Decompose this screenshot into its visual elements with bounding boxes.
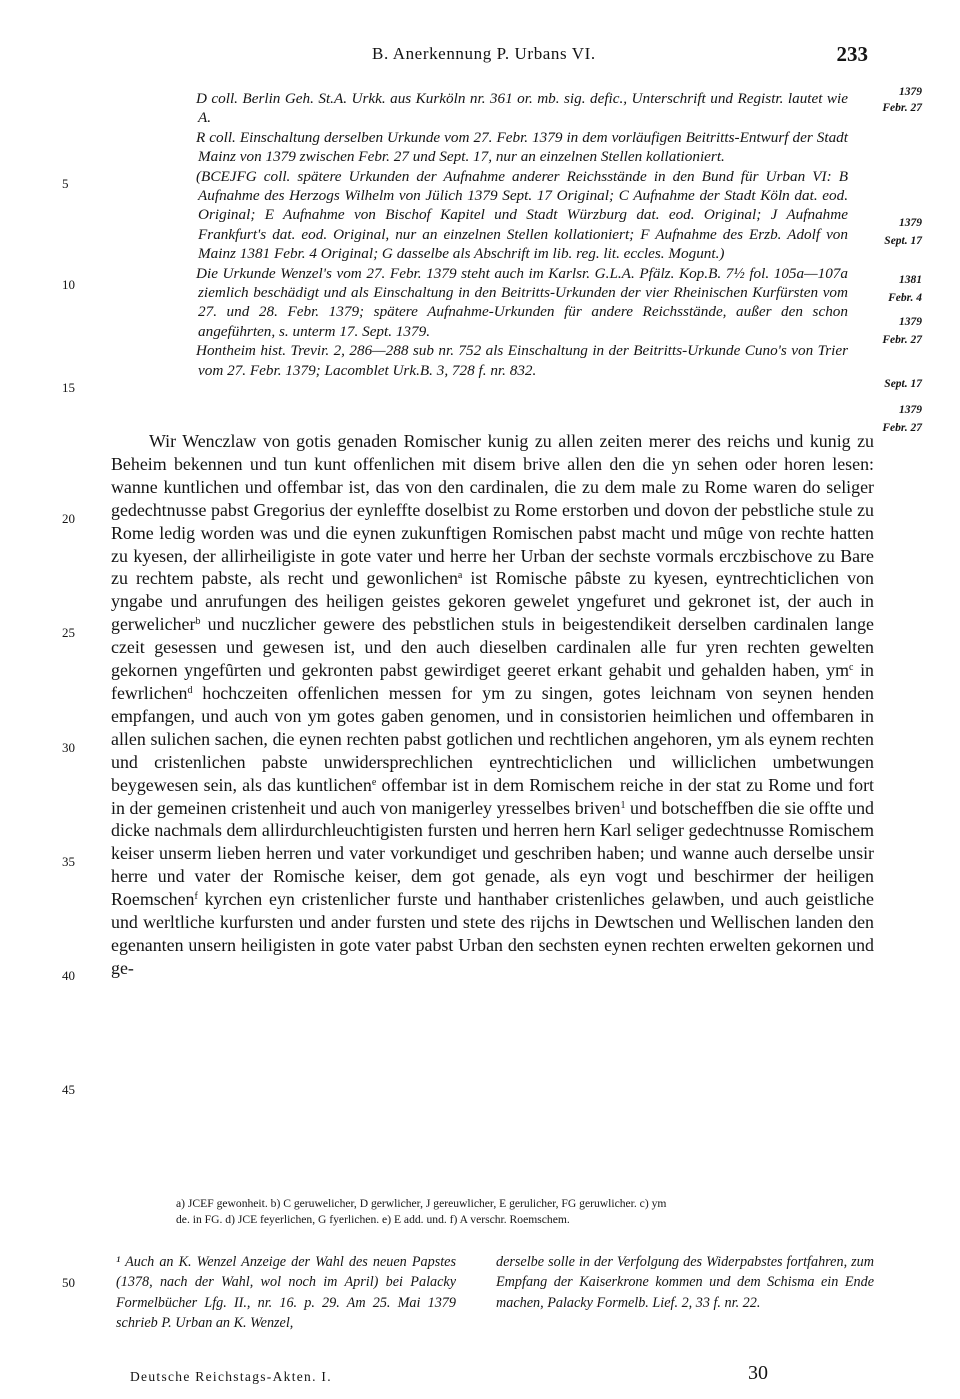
apparatus-entry-hontheim: Hontheim hist. Trevir. 2, 286—288 sub nr. 752 als Einschaltung in der Beitritts-Urkunde Cuno's von Trier vom 27. Febr. 1379; Lacomblet Urk.B. 3, 728 f. nr. 832. [196, 342, 848, 379]
line-number: 30 [62, 740, 75, 755]
apparatus-entry-d: D coll. Berlin Geh. St.A. Urkk. aus Kurköln nr. 361 or. mb. sig. defic., Unterschrift und Registr. lautet wie A. [196, 90, 848, 127]
side-date [858, 404, 922, 434]
footnote-text: ¹ Auch an K. Wenzel Anzeige der Wahl des neuen Papstes (1378, nach der Wahl, wol noch im April) bei Palacky Formelbücher Lfg. II., nr. 16. p. 29. Am 25. Mai 1379 schrieb P. Urban an K. Wenzel, [116, 1254, 456, 1331]
line-number: 15 [62, 380, 75, 395]
line-number: 20 [62, 511, 75, 526]
footnote-right-column [496, 1252, 874, 1313]
line-number: 40 [62, 968, 75, 983]
line-number: 35 [62, 854, 75, 869]
variant-marker: b [195, 616, 201, 628]
apparatus-entry-wenzel: Die Urkunde Wenzel's vom 27. Febr. 1379 steht auch im Karlsr. G.L.A. Pfälz. Kop.B. 7½ fol. 105a—107a ziemlich beschädigt und als Einschaltung in den Beitritts-Urkunden der vier Rheinischen Kurfürsten vom 27. und 28. Febr. 1379; spätere Aufnahme-Urkunden für andere Reichsstände, außer den schon angeführten, s. unterm 17. Sept. 1379. [196, 264, 848, 340]
side-date-year: 1379 [899, 217, 922, 229]
footnote-left-column [116, 1252, 456, 1333]
side-date-year: 1379 [899, 316, 922, 328]
variant-notes [176, 1196, 874, 1228]
collection-title: Deutsche Reichstags-Akten. I. [130, 1369, 332, 1384]
line-number: 5 [62, 176, 69, 191]
footnote-marker: 1 [620, 799, 626, 811]
text-segment: offembar ist in dem Romischem reiche in der stat zu Rome und fort in der gemeinen cristenheit und auch von manigerley yresselbes briven [111, 774, 874, 818]
document-paragraph [111, 430, 874, 980]
text-segment: in fewrlichen [111, 660, 874, 703]
apparatus-entry-bcejfg: (BCEJFG coll. spätere Urkunden der Aufnahme anderer Reichsstände in den Bund für Urban VI: B Aufnahme des Herzogs Wilhelm von Jülich 1379 Sept. 17 Original; C Aufnahme der Stadt Köln dat. eod. Original; E Aufnahme von Bischof Kapitel und Stadt Würzburg dat. eod. Original; J Aufnahme Frankfurt's dat. eod. Original, nur an einzelnen Stellen kollationiert; F Aufnahme des Erzb. Adolf von Mainz 1381 Febr. 4 Original; G dasselbe als Abschrift im lib. reg. lit. eccles. Mogunt.) [196, 167, 848, 263]
variant-marker: a [457, 570, 463, 582]
variant-marker: e [371, 776, 377, 788]
side-date-day: Sept. 17 [884, 235, 922, 247]
line-number: 10 [62, 277, 75, 292]
page-number: 233 [836, 42, 868, 66]
line-number: 45 [62, 1082, 75, 1097]
text-segment: hochczeiten offenlichen messen for ym zu singen, gotes leichnam von seynen henden empfangen, und auch von ym gotes gaben genomen, und in consistorien heimlichen und offembaren in allen sulichen sachen, die eynen rechten pabst gotlichen und rechtlichen angehoren, ym als eynem rechten und cristenlichen pabste unwidersprechlichen eyntrechticlichen und williclichen umbetwungen beygewesen sein, als das kuntlichen [111, 682, 874, 795]
text-segment: und nuczlicher gewere des pebstlichen stuls in beigestendikeit derselben cardinalen lange czeit gesessen und gewesen ist, und den auch dieselben cardinalen alle fur yren rechten gewelten gekornen yngefȗrten und gekronten pabst gewirdiget geeret erkant gehabit und gehalden haben, ym [111, 614, 874, 681]
side-date-day: Febr. 4 [888, 292, 922, 304]
side-date-day: Febr. 27 [882, 422, 922, 434]
line-number: 50 [62, 1275, 75, 1290]
side-date-day: Febr. 27 [882, 334, 922, 346]
line-number: 25 [62, 625, 75, 640]
side-date-year: 1381 [899, 274, 922, 286]
variant-notes-line: de. in FG. d) JCE feyerlichen, G fyerlichen. e) E add. und. f) A verschr. Roemschem. [176, 1213, 570, 1226]
side-date-day: Febr. 27 [882, 102, 922, 114]
text-segment: kyrchen eyn cristenlicher furste und hanthaber cristenliches gelawben, und auch geistliche und werltliche kurfursten und ander fursten und stete des rijchs in Dewtschen und Wellischen landen den egenanten unsern heiligisten in gote vater pabst Urban den sechsten eynen rechten erwelten gekornen und ge- [111, 889, 874, 978]
text-segment: Wir Wenczlaw von gotis genaden Romischer kunig zu allen zeiten merer des reichs und kunig zu Beheim bekennen und tun kunt offenlichen mit disem brive allen den die yn sehen oder horen lesen: wanne kuntlichen und offembar ist, das von den cardinalen, die zu dem male zu Rome waren do seliger gedechtnusse pabst Gregorius der eynleffte doselbist zu Rome erstorben und dovon der pebstliche stule zu Rome ledig worden was und die eynen zukunftigen Romischen pabst macht und mȗge von rechte hatten zu kyesen, der allirheiligiste in gote vater und herre her Urban der sechste vormals erczbischove zu Bare zu rechtem pabste, als recht und gewonlichen [111, 431, 874, 589]
variant-marker: d [187, 684, 193, 696]
running-title: B. Anerkennung P. Urbans VI. [372, 44, 596, 63]
document-text [111, 430, 874, 980]
apparatus-entry-r: R coll. Einschaltung derselben Urkunde vom 27. Febr. 1379 in dem vorläufigen Beitritts-Entwurf der Stadt Mainz von 1379 zwischen Febr. 27 und Sept. 17, nur an einzelnen Stellen kollationiert. [196, 128, 848, 166]
side-date-year: 1379 [899, 86, 922, 98]
side-date-day: Sept. 17 [884, 378, 922, 390]
text-segment: ist Romische pȃbste zu kyesen, eyntrechticlichen von yngabe und anrufungen des heiligen geistes gekoren gewelet yngefuret und gekronet ist, der auch in gerwelicher [111, 568, 874, 635]
sheet-signature: 30 [748, 1362, 768, 1384]
variant-marker: f [194, 891, 198, 903]
variant-notes-line: a) JCEF gewonheit. b) C geruwelicher, D gerwlicher, J gereuwlicher, E gerulicher, FG geruwlicher. c) ym [176, 1197, 667, 1210]
side-date-year: 1379 [899, 404, 922, 416]
variant-marker: c [849, 662, 854, 674]
text-segment: und botscheffben die sie offte und dicke nachmals dem allirdurchleuchtigisten fursten und herren hern Karl seliger gedechtnusse Romischem keiser unserm lieben herren und vater vorkundiget und geschriben haben; und wanne auch derselbe unsir herre und vater der Romische keiser, dem got genade, als eyn vogt und beschirmer der heiligen Roemschen [111, 797, 874, 910]
footnote-text: derselbe solle in der Verfolgung des Widerpabstes fortfahren, zum Empfang der Kaiserkrone kommen und dem Schisma ein Ende machen, Palacky Formelb. Lief. 2, 33 f. nr. 22. [496, 1254, 874, 1311]
critical-apparatus [198, 89, 874, 380]
